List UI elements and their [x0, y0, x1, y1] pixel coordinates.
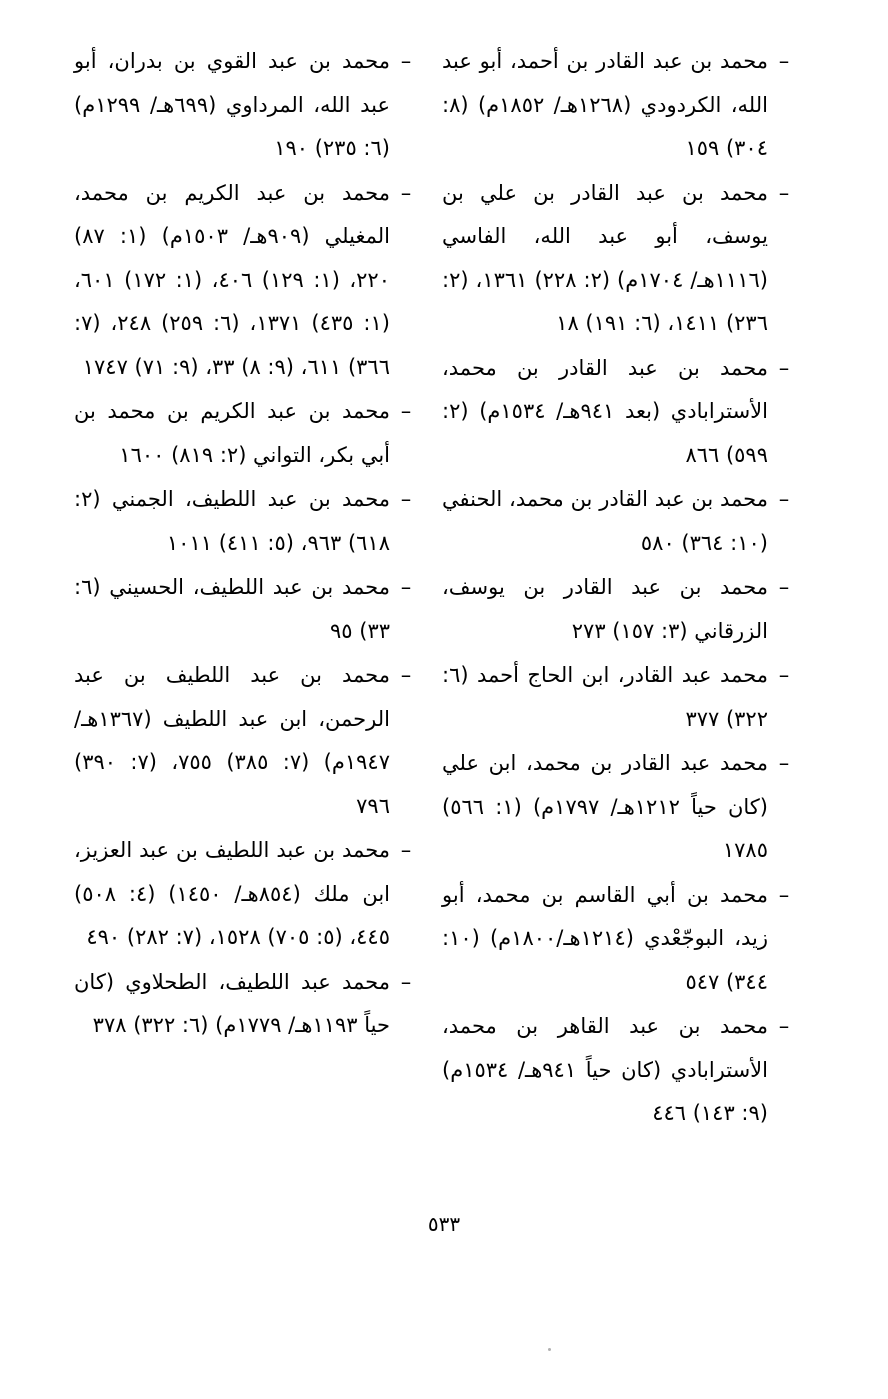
entry-text: محمد بن عبد الكريم بن محمد بن أبي بكر، التواني (٢: ٨١٩) ١٦٠٠: [74, 399, 390, 467]
index-entry: [440, 566, 792, 653]
entry-text: محمد بن عبد القادر بن محمد، الحنفي (١٠: ٣٦٤) ٥٨٠: [442, 487, 768, 555]
entry-text: محمد عبد اللطيف، الطحلاوي (كان حياً ١١٩٣هـ/ ١٧٧٩م) (٦: ٣٢٢) ٣٧٨: [74, 969, 390, 1037]
index-entry: [440, 742, 792, 873]
entry-dash: –: [400, 180, 412, 205]
entry-dash: –: [778, 355, 790, 380]
entry-text: محمد بن عبد القوي بن بدران، أبو عبد الله، المرداوي (٦٩٩هـ/ ١٢٩٩م) (٦: ٢٣٥) ١٩٠: [74, 49, 391, 160]
index-column-right: [440, 40, 792, 1137]
scan-speck: [548, 1348, 551, 1351]
index-entry: [72, 390, 414, 477]
entry-text: محمد بن عبد اللطيف بن عبد الرحمن، ابن عبد اللطيف (١٣٦٧هـ/ ١٩٤٧م) (٧: ٣٨٥) ٧٥٥، (٧: ٣٩٠) ٧٩٦: [74, 663, 390, 818]
entry-dash: –: [400, 663, 412, 687]
index-entry: [72, 40, 414, 171]
entry-dash: –: [778, 1014, 790, 1038]
entry-text: محمد عبد القادر بن محمد، ابن علي (كان حياً ١٢١٢هـ/ ١٧٩٧م) (١: ٥٦٦) ١٧٨٥: [442, 751, 768, 862]
index-entry: [72, 566, 414, 653]
entry-dash: –: [778, 49, 790, 73]
entry-text: محمد عبد القادر، ابن الحاج أحمد (٦: ٣٢٢) ٣٧٧: [442, 663, 768, 731]
page-number: ٥٣٣: [427, 1212, 461, 1236]
entry-text: محمد بن عبد الكريم بن محمد، المغيلي (٩٠٩هـ/ ١٥٠٣م) (١: ٨٧) ٢٢٠، (١: ١٢٩) ٤٠٦، (١: ١٧٢) ٦٠١، (١: ٤٣٥) ١٣٧١، (٦: ٢٥٩) ٢٤٨، (٧: ٣٦٦) ٦١١، (٩: ٨) ٣٣، (٩: ٧١) ١٧٤٧: [74, 180, 390, 379]
index-entry: [440, 654, 792, 741]
entry-dash: –: [778, 487, 790, 511]
index-entry: [440, 347, 792, 478]
entry-text: محمد بن عبد القاهر بن محمد، الأسترابادي (كان حياً ٩٤١هـ/ ١٥٣٤م) (٩: ١٤٣) ٤٤٦: [442, 1014, 768, 1125]
entry-dash: –: [778, 882, 790, 907]
entry-dash: –: [400, 575, 412, 599]
entry-dash: –: [400, 49, 412, 73]
entry-text: محمد بن عبد القادر بن أحمد، أبو عبد الله، الكردودي (١٢٦٨هـ/ ١٨٥٢م) (٨: ٣٠٤) ١٥٩: [442, 49, 768, 160]
index-column-left: [72, 40, 414, 1049]
index-entry: [440, 478, 792, 565]
index-entry: [440, 874, 792, 1005]
entry-dash: –: [778, 663, 790, 687]
entry-dash: –: [400, 969, 412, 994]
entry-dash: –: [400, 838, 412, 862]
entry-text: محمد بن عبد القادر بن يوسف، الزرقاني (٣: ١٥٧) ٢٧٣: [442, 575, 768, 643]
index-entry: [72, 172, 414, 390]
index-entry: [440, 172, 792, 346]
entry-text: محمد بن عبد اللطيف، الحسيني (٦: ٣٣) ٩٥: [74, 575, 390, 643]
entry-text: محمد بن عبد القادر بن محمد، الأسترابادي (بعد ٩٤١هـ/ ١٥٣٤م) (٢: ٥٩٩) ٨٦٦: [442, 355, 768, 467]
entry-dash: –: [778, 180, 790, 205]
index-entry: [72, 829, 414, 960]
entry-text: محمد بن عبد اللطيف، الجمني (٢: ٦١٨) ٩٦٣، (٥: ٤١١) ١٠١١: [74, 487, 390, 555]
entry-dash: –: [400, 399, 412, 423]
index-entry: [440, 40, 792, 171]
index-entry: [72, 654, 414, 828]
index-entry: [72, 478, 414, 565]
entry-text: محمد بن عبد اللطيف بن عبد العزيز، ابن ملك (٨٥٤هـ/ ١٤٥٠) (٤: ٥٠٨) ٤٤٥، (٥: ٧٠٥) ١٥٢٨، (٧: ٢٨٢) ٤٩٠: [74, 838, 390, 949]
index-entry: [72, 961, 414, 1048]
entry-dash: –: [400, 487, 412, 511]
entry-text: محمد بن عبد القادر بن علي بن يوسف، أبو عبد الله، الفاسي (١١١٦هـ/ ١٧٠٤م) (٢: ٢٢٨) ١٣٦١، (٢: ٢٣٦) ١٤١١، (٦: ١٩١) ١٨: [442, 180, 768, 335]
entry-dash: –: [778, 751, 790, 775]
index-entry: [440, 1005, 792, 1136]
entry-dash: –: [778, 575, 790, 599]
entry-text: محمد بن أبي القاسم بن محمد، أبو زيد، البوجّعْدي (١٢١٤هـ/١٨٠٠م) (١٠: ٣٤٤) ٥٤٧: [442, 882, 768, 994]
